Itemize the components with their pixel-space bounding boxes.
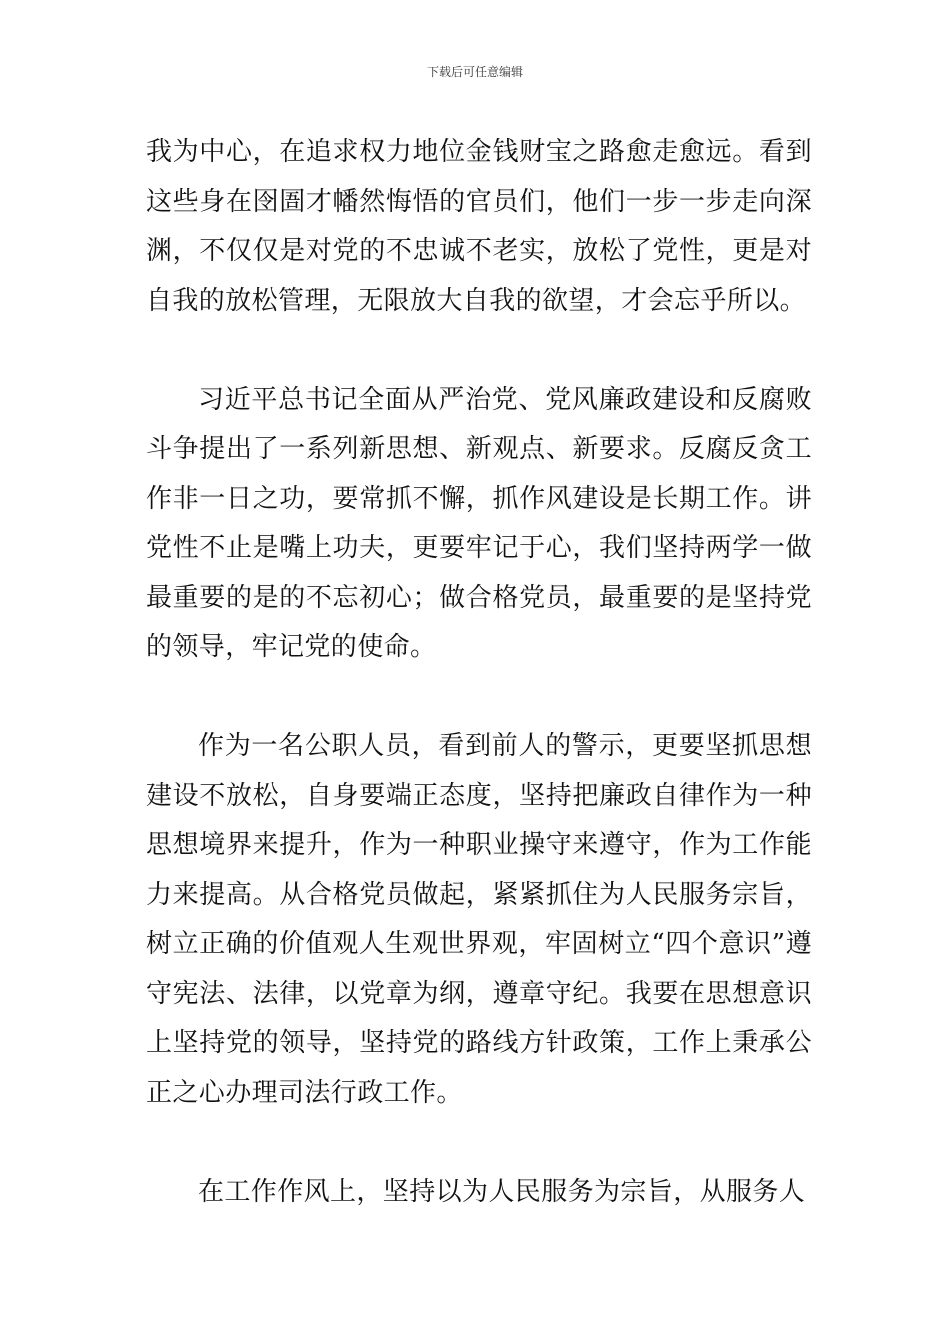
paragraph-3: 作为一名公职人员，看到前人的警示，更要坚抓思想建设不放松，自身要端正态度，坚持把廉政自律作为一种思想境界来提升，作为一种职业操守来遵守，作为工作能力来提高。从合格党员做起，紧紧抓住为人民服务宗旨，树立正确的价值观人生观世界观，牢固树立“四个意识”遵守宪法、法律，以党章为纲，遵章守纪。我要在思想意识上坚持党的领导，坚持党的路线方针政策，工作上秉承公正之心办理司法行政工作。 [146,731,812,1108]
paragraph-gap [146,1118,812,1168]
paragraph-4: 在工作作风上，坚持以为人民服务为宗旨，从服务人 [198,1176,806,1207]
paragraph-1: 我为中心，在追求权力地位金钱财宝之路愈走愈远。看到这些身在囹圄才幡然悔悟的官员们，他们一步一步走向深渊，不仅仅是对党的不忠诚不老实，放松了党性，更是对自我的放松管理，无限放大自我的欲望，才会忘乎所以。 [146,137,812,316]
paragraph-gap [146,326,812,376]
paragraph-2: 习近平总书记全面从严治党、党风廉政建设和反腐败斗争提出了一系列新思想、新观点、新要求。反腐反贪工作非一日之功，要常抓不懈，抓作风建设是长期工作。讲党性不止是嘴上功夫，更要牢记于心，我们坚持两学一做最重要的是的不忘初心；做合格党员，最重要的是坚持党的领导，牢记党的使命。 [146,384,812,662]
document-body [146,128,812,1217]
page-header-note: 下载后可任意编辑 [426,65,523,79]
paragraph-gap [146,673,812,723]
